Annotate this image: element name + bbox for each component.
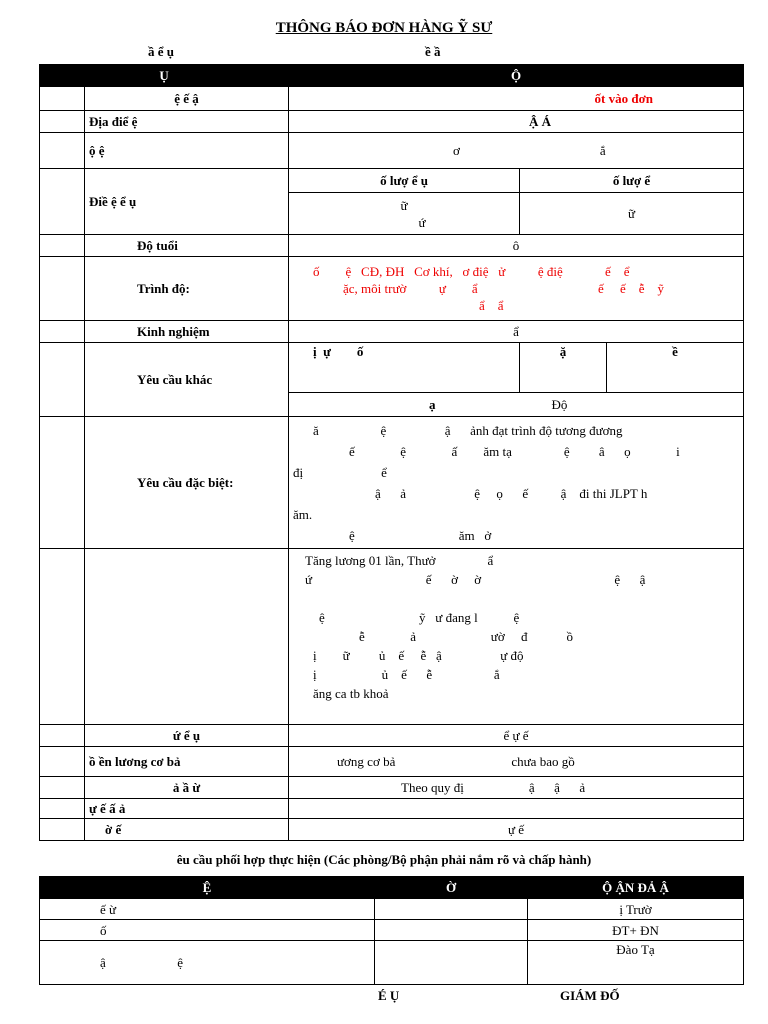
row-label: ờ ế — [85, 819, 289, 841]
row-label: Yêu cầu khác — [85, 343, 289, 417]
other-req-b: ặ — [520, 343, 607, 393]
special-req-line: ậ ả ệ ọ ế ậ đi thi JLPT h — [375, 485, 648, 501]
row-label: Điề ệ ể ụ — [85, 169, 289, 235]
task-cell: ế ừ — [40, 899, 375, 920]
special-req-line: ăm. — [293, 506, 313, 522]
header-task: Ệ — [40, 877, 375, 899]
table-row — [40, 549, 744, 725]
row-label: Độ tuổi — [85, 235, 289, 257]
benefit-line: ị ủ ế ễ ắ — [313, 667, 500, 682]
education-line: ẩ ẩ — [479, 298, 504, 313]
row-label: Yêu cầu đặc biệt: — [85, 417, 289, 549]
dept-cell: ĐT+ ĐN — [528, 920, 744, 941]
time-cell — [375, 941, 528, 985]
special-req-line: ệ ăm ở — [349, 527, 492, 543]
table-row — [40, 87, 744, 111]
header-time: Ờ — [375, 877, 528, 899]
table-row — [40, 899, 744, 920]
benefit-line: ăng ca tb khoả — [313, 686, 389, 701]
page-title: THÔNG BÁO ĐƠN HÀNG Ỹ SƯ — [275, 20, 493, 36]
row-value-a: ơ — [453, 143, 460, 158]
row-label: ệ ế ậ — [85, 87, 289, 111]
special-req-line: ế ệ ấ ăm tạ ệ â ọ i — [349, 443, 680, 459]
special-req-line: ă ệ ậ ảnh đạt trình độ tương đương — [313, 422, 623, 438]
quota-header-2: ố lượ ể — [520, 169, 744, 193]
row-value-b: ắ — [599, 143, 606, 158]
table-row — [40, 941, 744, 985]
header-dept: Ộ ẬN ĐẢ Ậ — [528, 877, 744, 899]
quota-value-2: ữ — [520, 193, 744, 235]
quota-value-1: ữ — [400, 197, 408, 213]
row-value-b: chưa bao gồ — [511, 754, 575, 769]
row-label: ứ ể ụ — [85, 725, 289, 747]
row-label: Kinh nghiệm — [85, 321, 289, 343]
benefit-line: Tăng lương 01 lần, Thưở ẩ — [305, 553, 494, 568]
row-value: ự ế — [289, 819, 744, 841]
benefit-line: ễ ả ườ đ ồ — [359, 629, 573, 644]
task-cell: ậ ệ — [40, 941, 375, 985]
benefit-line: ị ữ ủ ế ễ ậ ự độ — [313, 648, 524, 663]
task-cell: ố — [40, 920, 375, 941]
benefit-line: ệ ỹ ư đang l ệ — [319, 610, 520, 625]
row-value — [289, 799, 744, 819]
row-label: Địa điể ệ — [85, 111, 289, 133]
quota-value-1b: ứ — [418, 214, 426, 230]
subtitle-left: ầ ể ụ — [148, 44, 174, 59]
table-row — [40, 819, 744, 841]
table-row — [40, 111, 744, 133]
time-cell — [375, 920, 528, 941]
coordination-title: êu cầu phối hợp thực hiện (Các phòng/Bộ phận phải nắm rõ và chấp hành) — [176, 852, 592, 867]
table-row — [40, 169, 744, 193]
table-row — [40, 235, 744, 257]
row-label: ộ ệ — [85, 133, 289, 169]
education-line: ố ệ CĐ, ĐH Cơ khí, ơ điệ ử ệ điệ ế ể — [313, 264, 630, 279]
other-req-c: ề — [607, 343, 744, 393]
signature-left: É Ụ — [378, 988, 400, 1003]
table-row — [40, 133, 744, 169]
dept-cell: ị Trườ — [528, 899, 744, 920]
coordination-table — [39, 876, 744, 985]
time-cell — [375, 899, 528, 920]
row-label: ả ầ ừ — [85, 777, 289, 799]
table-row — [40, 799, 744, 819]
row-value: ẩ — [289, 321, 744, 343]
table-row — [40, 257, 744, 321]
header-item: Ụ — [40, 65, 289, 87]
benefit-line: ứ ế ờ ờ ệ ậ — [305, 572, 646, 587]
table-row — [40, 417, 744, 549]
special-req-line: đị ể — [293, 464, 387, 480]
dept-cell: Đào Tạ — [528, 941, 744, 985]
table-row — [40, 920, 744, 941]
header-content: Ộ — [289, 65, 744, 87]
education-line: ặc, môi trườ ự ẩ ế ế ễ ỹ — [343, 281, 665, 296]
table-header-row — [40, 877, 744, 899]
row-label: ự ế ấ ả — [85, 799, 289, 819]
table-row — [40, 343, 744, 393]
row-label: ồ ền lương cơ bả — [85, 747, 289, 777]
other-req-d2: Độ — [551, 397, 568, 412]
row-label: Trình độ: — [85, 257, 289, 321]
table-row — [40, 725, 744, 747]
table-row — [40, 777, 744, 799]
row-value-a: ương cơ bả — [337, 754, 396, 769]
other-req-d1: ạ — [429, 397, 436, 412]
row-value: ể ự ế — [289, 725, 744, 747]
row-value: Ậ Á — [289, 111, 744, 133]
other-req-a: ị ự ố — [289, 343, 520, 393]
table-row — [40, 747, 744, 777]
row-value: Theo quy đị ậ ậ ả — [289, 777, 744, 799]
order-details-table — [39, 64, 744, 841]
table-row — [40, 321, 744, 343]
subtitle-right: ề ầ — [425, 44, 441, 59]
row-value: ô — [289, 235, 744, 257]
signature-right: GIÁM ĐỐ — [560, 988, 620, 1003]
row-value: ốt vào đơn — [289, 87, 744, 111]
quota-header-1: ố lượ ể ụ — [289, 169, 520, 193]
table-header-row — [40, 65, 744, 87]
